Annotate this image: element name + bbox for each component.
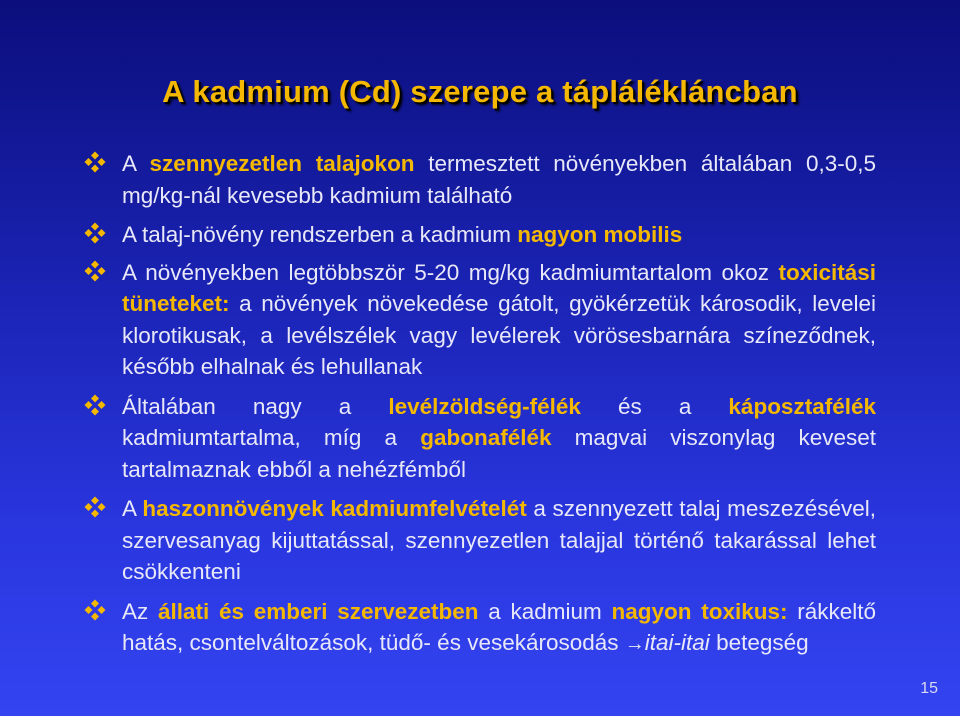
diamond-bullet-icon [84,151,106,173]
bullet-text: A növényekben legtöbbször 5-20 mg/kg kadmiumtartalom okoz [122,259,779,285]
diamond-bullet-icon [84,496,106,518]
bullet-text: Az [122,598,158,624]
highlight-text: gabonafélék [420,425,552,450]
highlight-text: szennyezetlen talajokon [149,151,415,176]
highlight-text: levélzöldség-félék [388,393,581,419]
bullet-text: és a [580,393,729,419]
bullet-text: termesztett növényekben általában 0,3-0,5 mg/kg-nál kevesebb kadmium található [122,151,876,208]
bullet-text: a kadmium [478,598,612,624]
highlight-text: káposztafélék [728,393,876,419]
bullet-item [84,219,876,251]
highlight-text: nagyon toxikus: [611,598,788,624]
bullet-item [84,257,876,383]
bullet-text: a szennyezett talaj meszezésével, szervesanyag kijuttatással, szennyezetlen talajjal történő takarással lehet csökkenteni [122,496,876,584]
bullet-text: kadmiumtartalma, míg a [122,425,421,450]
bullet-text: rákkeltő hatás, csontelváltozások, tüdő- és vesekárosodás [122,598,877,655]
bullet-text: magvai viszonylag keveset tartalmaznak ebből a nehézfémből [122,425,876,482]
slide-title: A kadmium (Cd) szerepe a táplálékláncban [162,74,798,109]
bullet-list [84,148,876,669]
bullet-item [84,493,876,588]
highlight-text: állati és emberi szervezetben [157,598,479,624]
bullet-text: a növények növekedése gátolt, gyökérzetük károsodik, levelei klorotikusak, a levélszélek vagy levélerek vörösesbarnára színeződnek, később elhalnak és lehullanak [122,291,876,379]
bullet-text: A [122,151,150,176]
diamond-bullet-icon [84,599,106,621]
diamond-bullet-icon [84,394,106,416]
highlight-text: nagyon mobilis [517,222,683,247]
bullet-text: betegség [709,630,809,655]
page-number: 15 [920,680,938,697]
bullet-item [84,148,876,211]
highlight-text: toxicitási tüneteket: [122,259,876,316]
arrow-icon: → [624,633,645,655]
bullet-item [84,391,876,486]
italic-text: itai-itai [644,630,710,655]
bullet-text: A [122,496,143,521]
bullet-text: A talaj-növény rendszerben a kadmium [122,222,518,247]
bullet-item [84,596,876,661]
diamond-bullet-icon [84,222,106,244]
diamond-bullet-icon [84,260,106,282]
bullet-text: Általában nagy a [122,393,389,419]
highlight-text: haszonnövények kadmiumfelvételét [142,496,527,521]
